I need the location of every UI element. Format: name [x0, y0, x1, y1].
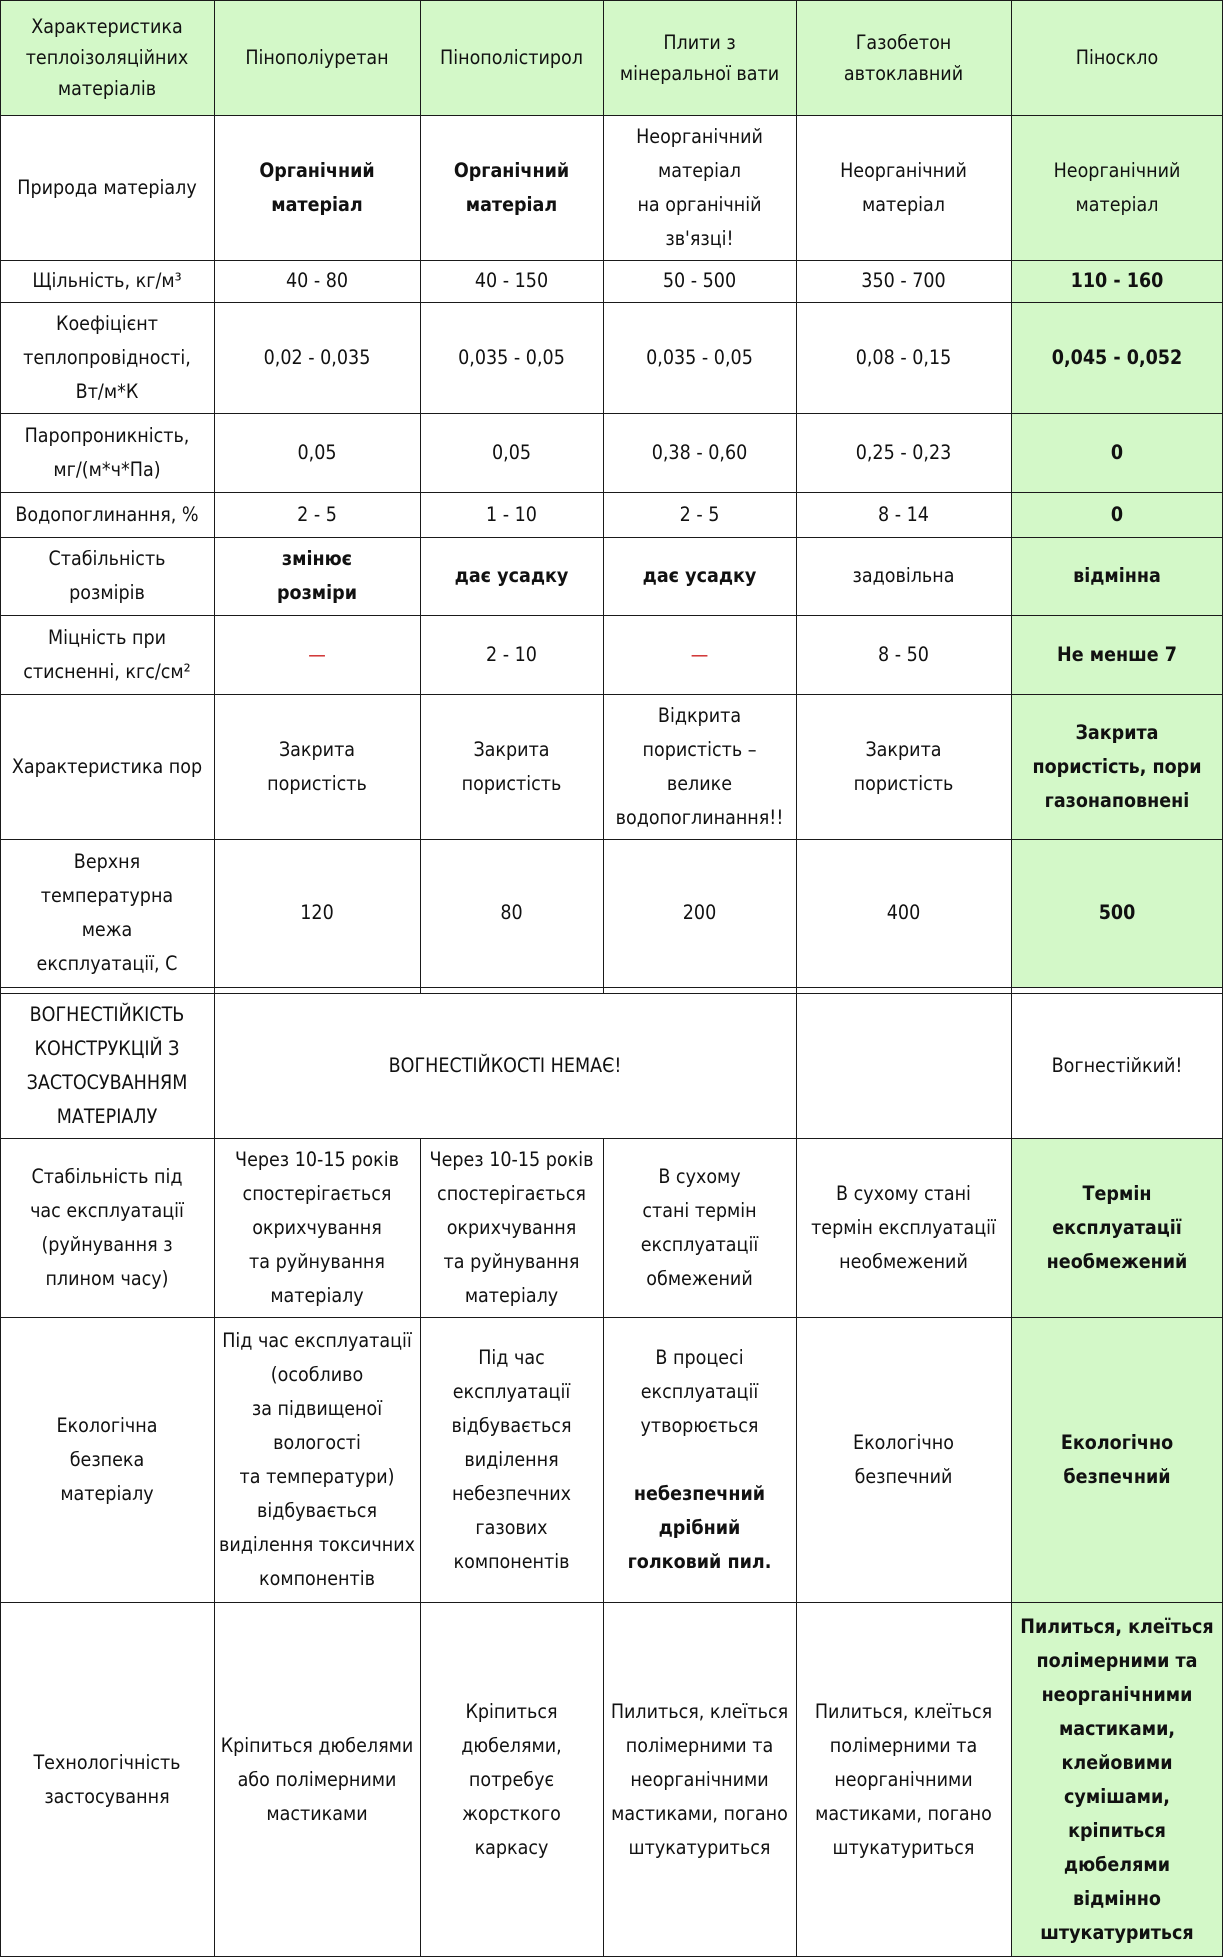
cell-eco-foam-glass: Екологічно безпечний: [1011, 1317, 1223, 1602]
header-polyurethane: Пінополіуретан: [214, 0, 420, 115]
cell-strength-polystyrene: 2 - 10: [486, 642, 537, 666]
grid-line: [0, 1317, 1223, 1318]
cell-install-polyurethane: Кріпиться дюбелями або полімерними мастиками: [220, 1733, 414, 1825]
row-label-density: Щільність, кг/м³: [32, 269, 182, 292]
grid-line: [0, 987, 1223, 988]
cell-fire-foam-glass: Вогнестійкий!: [1051, 1053, 1183, 1077]
cell-water-foam-glass: 0: [1011, 492, 1223, 537]
cell-eco-mineral-wool: [603, 1317, 796, 1602]
cell-pores-polystyrene: Закрита пористість: [461, 737, 562, 795]
cell-service-mineral-wool: В сухому стані термін експлуатації обмежений: [640, 1164, 759, 1290]
grid-line: [0, 115, 1223, 116]
cell-density-aerated-concrete: 350 - 700: [861, 269, 946, 292]
cell-density-polyurethane: 40 - 80: [285, 269, 349, 292]
cell-conductivity-foam-glass: 0,045 - 0,052: [1011, 302, 1223, 413]
cell-fire-aerated-concrete: [796, 993, 1011, 1138]
cell-service-polystyrene: Через 10-15 років спостерігається окрихчування та руйнування матеріалу: [429, 1147, 594, 1307]
cell-stability-foam-glass: відмінна: [1011, 537, 1223, 615]
grid-line: [0, 302, 1223, 303]
cell-stability-polystyrene: дає усадку: [454, 564, 569, 587]
cell-water-mineral-wool: 2 - 5: [679, 502, 720, 526]
cell-vapor-aerated-concrete: 0,25 - 0,23: [855, 440, 952, 464]
grid-line: [0, 0, 1, 1957]
row-label-pore-characteristics: Характеристика пор: [11, 754, 203, 778]
grid-line: [0, 537, 1223, 538]
header-mineral-wool: Плити з мінеральної вати: [603, 0, 796, 115]
cell-temperature-polyurethane: 120: [300, 901, 334, 924]
grid-line: [0, 492, 1223, 493]
grid-line: [0, 1602, 1223, 1603]
header-aerated-concrete: Газобетон автоклавний: [796, 0, 1011, 115]
row-label-fire-resistance: ВОГНЕСТІЙКІСТЬ КОНСТРУКЦІЙ З ЗАСТОСУВАННЯМ МАТЕРІАЛУ: [26, 1002, 188, 1128]
cell-eco-mineral-wool-bold: небезпечний дрібний голковий пил.: [627, 1481, 772, 1573]
cell-conductivity-aerated-concrete: 0,08 - 0,15: [855, 345, 952, 369]
row-label-compressive-strength: Міцність при стисненні, кгс/см²: [23, 625, 191, 683]
cell-strength-foam-glass: Не менше 7: [1011, 615, 1223, 694]
cell-vapor-mineral-wool: 0,38 - 0,60: [651, 440, 748, 464]
grid-line: [0, 260, 1223, 261]
cell-service-aerated-concrete: В сухому стані термін експлуатації необмежений: [811, 1181, 996, 1273]
header-foam-glass: Піноскло: [1011, 0, 1223, 115]
cell-eco-mineral-wool-plain: В процесі експлуатації утворюється: [640, 1345, 759, 1437]
cell-fire-merged: ВОГНЕСТІЙКОСТІ НЕМАЄ!: [388, 1053, 622, 1077]
cell-strength-mineral-wool: —: [690, 642, 709, 666]
row-label-water-absorption: Водопоглинання, %: [15, 502, 199, 526]
cell-service-polyurethane: Через 10-15 років спостерігається окрихчування та руйнування матеріалу: [235, 1147, 399, 1307]
header-polystyrene: Пінополістирол: [420, 0, 603, 115]
row-label-dimensional-stability: Стабільність розмірів: [48, 547, 166, 604]
cell-nature-aerated-concrete: Неорганічний матеріал: [840, 158, 967, 216]
cell-conductivity-polystyrene: 0,035 - 0,05: [458, 345, 565, 369]
cell-stability-polyurethane: змінює розміри: [276, 547, 357, 604]
grid-line: [214, 0, 215, 1957]
cell-temperature-foam-glass: 500: [1011, 839, 1223, 987]
grid-line: [0, 694, 1223, 695]
grid-line: [0, 1138, 1223, 1139]
cell-stability-mineral-wool: дає усадку: [642, 564, 757, 587]
cell-strength-aerated-concrete: 8 - 50: [878, 642, 929, 666]
grid-line: [420, 0, 421, 993]
cell-pores-aerated-concrete: Закрита пористість: [853, 737, 954, 795]
cell-eco-aerated-concrete: Екологічно безпечний: [852, 1430, 955, 1488]
cell-pores-foam-glass: Закрита пористість, пори газонаповнені: [1011, 694, 1223, 839]
cell-eco-polyurethane: Під час експлуатації (особливо за підвищеної вологості та температури) відбувається виділення токсичних компонентів: [218, 1328, 416, 1590]
cell-nature-foam-glass: Неорганічний матеріал: [1011, 115, 1223, 260]
grid-line: [603, 0, 604, 993]
header-characteristic: Характеристика теплоізоляційних матеріалів: [0, 0, 214, 115]
cell-install-polystyrene: Кріпиться дюбелями, потребує жорсткого каркасу: [461, 1699, 562, 1859]
cell-water-aerated-concrete: 8 - 14: [878, 502, 929, 526]
grid-line: [1011, 0, 1012, 1957]
cell-water-polyurethane: 2 - 5: [297, 502, 337, 526]
grid-line: [0, 0, 1223, 1]
row-label-vapor-permeability: Паропроникність, мг/(м*ч*Па): [24, 423, 190, 481]
cell-nature-polystyrene: Органічний матеріал: [453, 158, 570, 216]
cell-eco-polystyrene: Під час експлуатації відбувається виділення небезпечних газових компонентів: [451, 1345, 572, 1573]
cell-vapor-polyurethane: 0,05: [297, 440, 337, 464]
grid-line: [0, 413, 1223, 414]
grid-line: [0, 993, 1223, 994]
cell-stability-aerated-concrete: задовільна: [852, 564, 955, 587]
cell-conductivity-polyurethane: 0,02 - 0,035: [263, 345, 371, 369]
cell-pores-mineral-wool: Відкрита пористість – велике водопоглинання!!: [615, 703, 784, 829]
cell-vapor-polystyrene: 0,05: [491, 440, 532, 464]
grid-line: [603, 1138, 604, 1957]
cell-density-mineral-wool: 50 - 500: [662, 269, 737, 292]
cell-conductivity-mineral-wool: 0,035 - 0,05: [646, 345, 753, 369]
cell-temperature-mineral-wool: 200: [682, 901, 717, 924]
grid-line: [796, 0, 797, 1957]
grid-line: [420, 1138, 421, 1957]
row-label-service-stability: Стабільність під час експлуатації (руйнування з плином часу): [30, 1164, 184, 1290]
grid-line: [0, 839, 1223, 840]
cell-install-foam-glass: Пилиться, клеїться полімерними та неорганічними мастиками, клейовими сумішами, кріпиться дюбелями відмінно штукатуриться: [1011, 1602, 1223, 1957]
cell-temperature-aerated-concrete: 400: [886, 901, 921, 924]
cell-install-mineral-wool: Пилиться, клеїться полімерними та неорганічними мастиками, погано штукатуриться: [610, 1699, 789, 1859]
row-label-thermal-conductivity: Коефіцієнт теплопровідності, Вт/м*К: [23, 311, 191, 403]
cell-strength-polyurethane: —: [308, 642, 326, 666]
cell-density-polystyrene: 40 - 150: [474, 269, 549, 292]
cell-temperature-polystyrene: 80: [500, 901, 523, 924]
cell-nature-polyurethane: Органічний матеріал: [259, 158, 375, 216]
cell-density-foam-glass: 110 - 160: [1011, 260, 1223, 302]
cell-water-polystyrene: 1 - 10: [486, 502, 537, 526]
row-label-ecological-safety: Екологічна безпека матеріалу: [56, 1413, 158, 1505]
row-label-installation: Технологічність застосування: [33, 1750, 181, 1808]
row-label-max-temperature: Верхня температурна межа експлуатації, С: [36, 850, 178, 975]
row-label-nature: Природа матеріалу: [17, 175, 197, 199]
cell-service-foam-glass: Термін експлуатації необмежений: [1011, 1138, 1223, 1317]
cell-nature-mineral-wool: Неорганічний матеріал на органічній зв'язці!: [636, 124, 763, 250]
cell-pores-polyurethane: Закрита пористість: [267, 737, 367, 795]
grid-line: [0, 615, 1223, 616]
cell-install-aerated-concrete: Пилиться, клеїться полімерними та неорганічними мастиками, погано штукатуриться: [814, 1699, 993, 1859]
cell-vapor-foam-glass: 0: [1011, 413, 1223, 492]
